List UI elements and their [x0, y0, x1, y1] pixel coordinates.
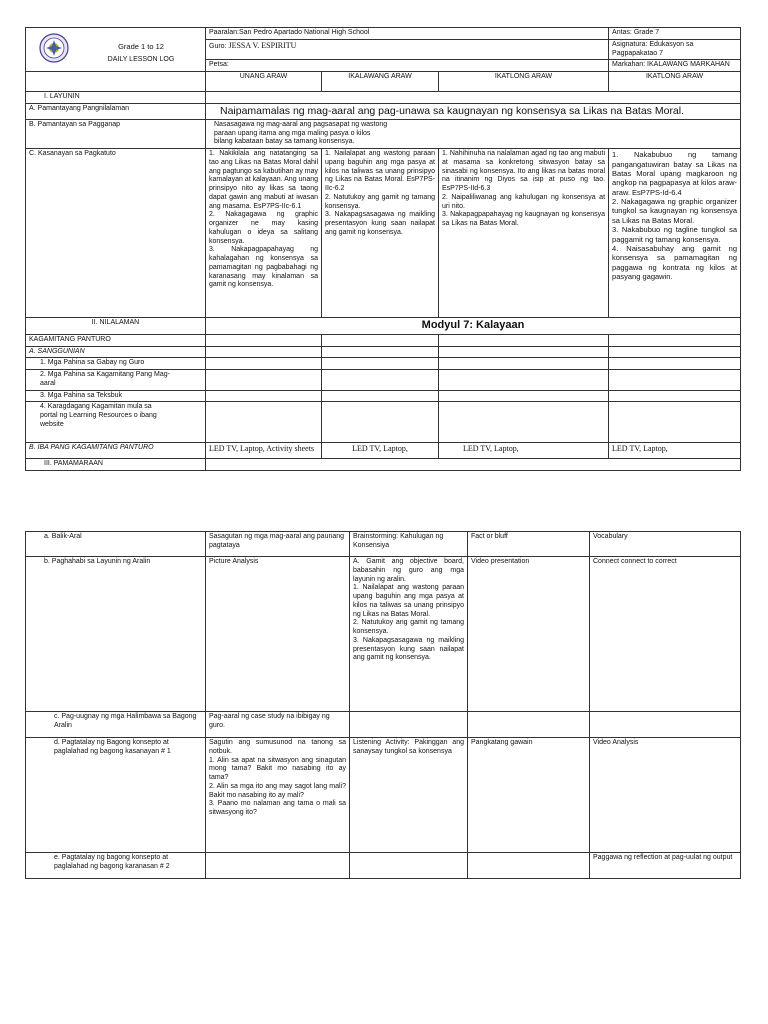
table-row [26, 738, 741, 853]
day-header-3: IKATLONG ARAW [439, 72, 609, 92]
procedure-label: e. Pagtatalay ng bagong konsepto at paglalahad ng bagong karanasan # 2 [26, 853, 206, 879]
kasanayan-day-2: 1. Nailalapat ang wastong paraan upang baguhin ang mga pasya at kilos na taliwas sa unang prinsipyo ng Likas na Batas Moral. EsP7PS-IIc-6.2 2. Natutukoy ang gamit ng tamang konsensya. 3. Nakapagsasagawa ng maikling presentasyon kung saan nailapat ang gamit ng konsensya. [322, 149, 439, 318]
procedure-cell: Sasagutan ng mga mag-aaral ang paunang pagtataya [206, 532, 350, 557]
iba-pang-day-1: LED TV, Laptop, Activity sheets [206, 443, 322, 459]
kagamitang-panturo-label: KAGAMITANG PANTURO [26, 334, 206, 346]
kasanayan-label: C. Kasanayan sa Pagkatuto [26, 149, 206, 318]
pamantayan-sa-pagganap-text: Nasasagawa ng mag-aaral ang pagsasapat ng wastong paraan upang itama ang mga maling pasya o kilos bilang kabataan batay sa tamang konsensya. [206, 119, 741, 148]
teacher-cell [206, 39, 609, 60]
iba-pang-day-2: LED TV, Laptop, [322, 443, 439, 459]
school-name: Paaralan:San Pedro Apartado National High School [206, 28, 609, 40]
date-label: Petsa: [206, 60, 609, 72]
procedure-cell [350, 853, 468, 879]
procedure-cell [468, 712, 590, 738]
daily-lesson-log-table [25, 27, 741, 471]
kasanayan-day-3: 1. Nahihinuha na nalalaman agad ng tao ang mabuti at masama sa konkretong sitwasyon batay sa sinasabi ng konsensya. Ito ang likas na batas moral na itinanim ng Diyos sa isip at puso ng tao. EsP7PS-IId-6.3 2. Naipaliliwanag ang kahulugan ng konsensya at uri nito. 3. Nakapagpapahayag ng kaugnayan ng konsensya sa Likas na Batas Moral. [439, 149, 609, 318]
nilalaman-text: Modyul 7: Kalayaan [206, 318, 741, 335]
gabay-label: 1. Mga Pahina sa Gabay ng Guro [26, 358, 206, 370]
table-row [26, 853, 741, 879]
procedure-cell: Sagutin ang sumusunod na tanong sa notbuk. 1. Alin sa apat na sitwasyon ang sinagutan mong tama? Bakit mo nasabing ito ay tama? 2. Alin sa mga ito ang may sagot lang mali? Bakit mo nasabing ito ay mali? 3. Paano mo nalaman ang tama o mali sa sitwasyong ito? [206, 738, 350, 853]
procedure-cell: Video Analysis [590, 738, 741, 853]
teksbuk-label: 3. Mga Pahina sa Teksbuk [26, 390, 206, 402]
procedure-cell: Vocabulary [590, 532, 741, 557]
kagamitang-mag-aaral-label: 2. Mga Pahina sa Kagamitang Pang Mag-aaral [26, 370, 206, 391]
procedure-table [25, 531, 741, 879]
sanggunian-label: A. SANGGUNIAN [26, 346, 206, 358]
iba-pang-day-3: LED TV, Laptop, [439, 443, 609, 459]
procedure-cell [206, 853, 350, 879]
karagdagang-label: 4. Karagdagang Kagamitan mula sa portal ng Learning Resources o ibang website [26, 402, 206, 443]
procedure-cell: A. Gamit ang objective board, babasahin ng guro ang mga layunin ng aralin. 1. Nailalapat ang wastong paraan upang baguhin ang mga pasya at kilos na taliwas sa unang prinsipyo ng Likas na Batas Moral. 2. Natutukoy ang gamit ng tamang konsensya. 3. Nakapagsasagawa ng maikling presentasyon kung saan nailapat ang gamit ng konsensya. [350, 557, 468, 712]
procedure-cell: Pag-aaral ng case study na ibibigay ng guro. [206, 712, 350, 738]
procedure-cell: Fact or bluff [468, 532, 590, 557]
procedure-cell: Picture Analysis [206, 557, 350, 712]
deped-seal-icon [39, 33, 69, 63]
day-header-1: UNANG ARAW [206, 72, 322, 92]
log-title: DAILY LESSON LOG [107, 56, 175, 64]
teacher-name: JESSA V. ESPIRITU [228, 40, 297, 50]
procedure-label: c. Pag-uugnay ng mga Halimbawa sa Bagong Aralin [26, 712, 206, 738]
table-row [26, 712, 741, 738]
table-row [26, 557, 741, 712]
layunin-blank [206, 92, 741, 104]
pamantayang-pangnilalaman-text: Naipamamalas ng mag-aaral ang pag-unawa sa kaugnayan ng konsensya sa Likas na Batas Moral. [206, 103, 741, 119]
header-title-cell [26, 28, 206, 72]
procedure-label: d. Pagtatalay ng Bagong konsepto at paglalahad ng bagong kasanayan # 1 [26, 738, 206, 853]
pamantayan-sa-pagganap-label: B. Pamantayan sa Pagganap [26, 119, 206, 148]
nilalaman-label: II. NILALAMAN [26, 318, 206, 335]
procedure-cell: Paggawa ng reflection at pag-uulat ng output [590, 853, 741, 879]
procedure-label: a. Balik-Aral [26, 532, 206, 557]
teacher-label: Guro: [209, 42, 229, 50]
iba-pang-day-4: LED TV, Laptop, [609, 443, 741, 459]
procedure-cell: Listening Activity: Pakinggan ang sanaysay tungkol sa konsensya [350, 738, 468, 853]
pamamaraan-label: III. PAMAMARAAN [26, 459, 206, 471]
procedure-cell [350, 712, 468, 738]
kasanayan-day-1: 1. Nakikilala ang natatanging sa tao ang Likas na Batas Moral dahil ang pagtungo sa kabutihan ay may kamalayan at kalayaan. Ang unang prinsipyo nito ay likas sa taong dapat gawin ang mabuti at iwasan ang masama. EsP7PS-IIc-6.1 2. Nakagagawa ng graphic organizer ne may kasing kahulugan o ideya sa salitang konsensya. 3. Nakapagpapahayag ng kahalagahan ng konsensya sa pamamagitan ng pagbabahagi ng karanasang may kinalaman sa gamit ng konsensya. [206, 149, 322, 318]
quarter: Markahan: IKALAWANG MARKAHAN [609, 60, 741, 72]
procedure-label: b. Paghahabi sa Layunin ng Aralin [26, 557, 206, 712]
day-header-4: IKATLONG ARAW [609, 72, 741, 92]
kasanayan-day-4: 1. Nakabubuo ng tamang pangangatuwiran batay sa Likas na Batas Moral upang magkaroon ng angkop na pagpapasya at kilos araw-araw. EsP7PS-Id-6.4 2. Nakagagawa ng graphic organizer tungkol sa kaugnayan ng konsensya sa Likas na Batas Moral. 3. Nakabubuo ng tagline tungkol sa paggamit ng tamang konsensya. 4. Naisasabuhay ang gamit ng konsensya sa pamamagitan ng paggawa ng kontrata ng kilos at pasyang gagawin. [609, 149, 741, 318]
grade-level: Antas: Grade 7 [609, 28, 741, 40]
procedure-cell: Brainstorming: Kahulugan ng Konsensiya [350, 532, 468, 557]
procedure-cell [468, 853, 590, 879]
pamantayang-pangnilalaman-label: A. Pamantayang Pangnilalaman [26, 103, 206, 119]
grade-range: Grade 1 to 12 [118, 42, 164, 51]
procedure-cell: Video presentation [468, 557, 590, 712]
day-header-blank [26, 72, 206, 92]
table-row [26, 532, 741, 557]
procedure-cell [590, 712, 741, 738]
layunin-label: I. LAYUNIN [26, 92, 206, 104]
day-header-2: IKALAWANG ARAW [322, 72, 439, 92]
iba-pang-label: B. IBA PANG KAGAMITANG PANTURO [26, 443, 206, 459]
subject: Asignatura: Edukasyon sa Pagpapakatao 7 [609, 39, 741, 60]
procedure-cell: Connect connect to correct [590, 557, 741, 712]
procedure-cell: Pangkatang gawain [468, 738, 590, 853]
